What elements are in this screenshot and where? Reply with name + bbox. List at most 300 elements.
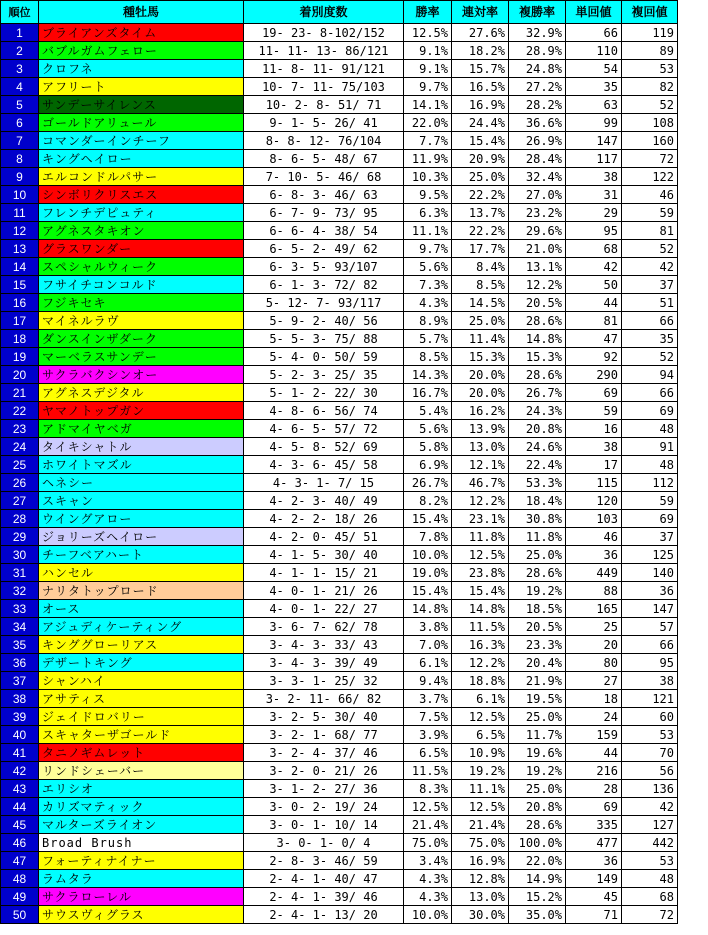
win-rate-cell: 6.1% — [404, 654, 452, 672]
place-return-cell: 42 — [622, 258, 678, 276]
place-rate-cell: 14.9% — [509, 870, 566, 888]
win-rate-cell: 8.5% — [404, 348, 452, 366]
place-return-cell: 59 — [622, 492, 678, 510]
place-rate-cell: 19.2% — [509, 762, 566, 780]
rank-cell: 17 — [1, 312, 39, 330]
win-return-cell: 44 — [566, 294, 622, 312]
place-return-cell: 136 — [622, 780, 678, 798]
record-cell: 3- 2- 5- 30/ 40 — [244, 708, 404, 726]
quinella-rate-cell: 11.1% — [452, 780, 509, 798]
table-row — [1, 564, 678, 582]
table-row — [1, 834, 678, 852]
place-return-cell: 56 — [622, 762, 678, 780]
win-return-cell: 25 — [566, 618, 622, 636]
win-return-cell: 69 — [566, 384, 622, 402]
quinella-rate-cell: 24.4% — [452, 114, 509, 132]
sire-name-cell: コマンダーインチーフ — [39, 132, 244, 150]
place-return-cell: 69 — [622, 510, 678, 528]
record-cell: 4- 1- 5- 30/ 40 — [244, 546, 404, 564]
win-rate-cell: 5.7% — [404, 330, 452, 348]
win-rate-cell: 15.4% — [404, 510, 452, 528]
table-row — [1, 222, 678, 240]
quinella-rate-cell: 16.3% — [452, 636, 509, 654]
record-cell: 5- 2- 3- 25/ 35 — [244, 366, 404, 384]
win-rate-cell: 5.6% — [404, 258, 452, 276]
win-rate-cell: 3.7% — [404, 690, 452, 708]
quinella-rate-cell: 20.0% — [452, 366, 509, 384]
sire-name-cell: エルコンドルパサー — [39, 168, 244, 186]
sire-name-cell: リンドシェーバー — [39, 762, 244, 780]
win-rate-cell: 3.4% — [404, 852, 452, 870]
table-row — [1, 204, 678, 222]
table-row — [1, 420, 678, 438]
sire-name-cell: マーベラスサンデー — [39, 348, 244, 366]
place-rate-cell: 20.8% — [509, 420, 566, 438]
win-return-cell: 31 — [566, 186, 622, 204]
win-rate-cell: 12.5% — [404, 24, 452, 42]
quinella-rate-cell: 13.9% — [452, 420, 509, 438]
record-cell: 8- 8- 12- 76/104 — [244, 132, 404, 150]
rank-cell: 43 — [1, 780, 39, 798]
quinella-rate-cell: 13.0% — [452, 438, 509, 456]
quinella-rate-cell: 22.2% — [452, 186, 509, 204]
win-return-cell: 63 — [566, 96, 622, 114]
table-row — [1, 510, 678, 528]
place-rate-cell: 14.8% — [509, 330, 566, 348]
place-rate-cell: 12.2% — [509, 276, 566, 294]
sire-name-cell: クロフネ — [39, 60, 244, 78]
win-rate-cell: 9.7% — [404, 78, 452, 96]
sire-name-cell: ジェイドロバリー — [39, 708, 244, 726]
table-row — [1, 78, 678, 96]
quinella-rate-cell: 8.4% — [452, 258, 509, 276]
rank-cell: 35 — [1, 636, 39, 654]
place-rate-cell: 22.4% — [509, 456, 566, 474]
record-cell: 9- 1- 5- 26/ 41 — [244, 114, 404, 132]
place-rate-cell: 25.0% — [509, 780, 566, 798]
win-return-cell: 16 — [566, 420, 622, 438]
record-cell: 4- 0- 1- 21/ 26 — [244, 582, 404, 600]
win-rate-cell: 75.0% — [404, 834, 452, 852]
win-return-cell: 115 — [566, 474, 622, 492]
win-return-cell: 35 — [566, 78, 622, 96]
rank-cell: 15 — [1, 276, 39, 294]
sire-name-cell: フォーティナイナー — [39, 852, 244, 870]
win-return-cell: 165 — [566, 600, 622, 618]
win-rate-cell: 26.7% — [404, 474, 452, 492]
place-return-cell: 36 — [622, 582, 678, 600]
rank-cell: 19 — [1, 348, 39, 366]
table-row — [1, 780, 678, 798]
place-rate-cell: 18.5% — [509, 600, 566, 618]
place-rate-cell: 28.6% — [509, 816, 566, 834]
win-rate-cell: 12.5% — [404, 798, 452, 816]
quinella-rate-cell: 27.6% — [452, 24, 509, 42]
win-rate-cell: 8.9% — [404, 312, 452, 330]
sire-name-cell: ヘネシー — [39, 474, 244, 492]
rank-cell: 31 — [1, 564, 39, 582]
place-return-cell: 66 — [622, 636, 678, 654]
rank-cell: 32 — [1, 582, 39, 600]
place-rate-cell: 27.0% — [509, 186, 566, 204]
quinella-rate-cell: 15.4% — [452, 132, 509, 150]
header-record: 着別度数 — [244, 1, 404, 24]
quinella-rate-cell: 16.5% — [452, 78, 509, 96]
table-row — [1, 672, 678, 690]
rank-cell: 48 — [1, 870, 39, 888]
header-place-rate: 複勝率 — [509, 1, 566, 24]
table-row — [1, 762, 678, 780]
win-rate-cell: 5.4% — [404, 402, 452, 420]
win-return-cell: 95 — [566, 222, 622, 240]
place-rate-cell: 28.6% — [509, 312, 566, 330]
place-return-cell: 160 — [622, 132, 678, 150]
rank-cell: 28 — [1, 510, 39, 528]
place-return-cell: 69 — [622, 402, 678, 420]
record-cell: 4- 0- 1- 22/ 27 — [244, 600, 404, 618]
place-rate-cell: 24.6% — [509, 438, 566, 456]
record-cell: 3- 3- 1- 25/ 32 — [244, 672, 404, 690]
rank-cell: 33 — [1, 600, 39, 618]
rank-cell: 29 — [1, 528, 39, 546]
place-rate-cell: 19.6% — [509, 744, 566, 762]
rank-cell: 13 — [1, 240, 39, 258]
win-rate-cell: 14.8% — [404, 600, 452, 618]
rank-cell: 20 — [1, 366, 39, 384]
record-cell: 11- 11- 13- 86/121 — [244, 42, 404, 60]
win-rate-cell: 9.1% — [404, 42, 452, 60]
place-rate-cell: 24.8% — [509, 60, 566, 78]
place-rate-cell: 29.6% — [509, 222, 566, 240]
rank-cell: 18 — [1, 330, 39, 348]
record-cell: 6- 5- 2- 49/ 62 — [244, 240, 404, 258]
table-row — [1, 150, 678, 168]
sire-name-cell: サクラバクシンオー — [39, 366, 244, 384]
rank-cell: 4 — [1, 78, 39, 96]
place-rate-cell: 28.6% — [509, 366, 566, 384]
record-cell: 5- 4- 0- 50/ 59 — [244, 348, 404, 366]
quinella-rate-cell: 23.8% — [452, 564, 509, 582]
record-cell: 3- 0- 2- 19/ 24 — [244, 798, 404, 816]
sire-name-cell: スキャン — [39, 492, 244, 510]
win-rate-cell: 8.2% — [404, 492, 452, 510]
header-row — [1, 1, 678, 24]
win-return-cell: 17 — [566, 456, 622, 474]
win-return-cell: 47 — [566, 330, 622, 348]
table-row — [1, 366, 678, 384]
win-rate-cell: 10.0% — [404, 906, 452, 924]
quinella-rate-cell: 12.5% — [452, 798, 509, 816]
win-return-cell: 120 — [566, 492, 622, 510]
quinella-rate-cell: 22.2% — [452, 222, 509, 240]
sire-name-cell: ウイングアロー — [39, 510, 244, 528]
win-return-cell: 18 — [566, 690, 622, 708]
place-return-cell: 442 — [622, 834, 678, 852]
place-return-cell: 35 — [622, 330, 678, 348]
quinella-rate-cell: 16.9% — [452, 96, 509, 114]
rank-cell: 10 — [1, 186, 39, 204]
rank-cell: 22 — [1, 402, 39, 420]
sire-name-cell: チーフベアハート — [39, 546, 244, 564]
table-row — [1, 240, 678, 258]
place-return-cell: 60 — [622, 708, 678, 726]
quinella-rate-cell: 14.5% — [452, 294, 509, 312]
win-return-cell: 44 — [566, 744, 622, 762]
place-return-cell: 140 — [622, 564, 678, 582]
table-row — [1, 546, 678, 564]
place-return-cell: 125 — [622, 546, 678, 564]
sire-name-cell: マイネルラヴ — [39, 312, 244, 330]
sire-name-cell: フジキセキ — [39, 294, 244, 312]
win-return-cell: 103 — [566, 510, 622, 528]
record-cell: 11- 8- 11- 91/121 — [244, 60, 404, 78]
rank-cell: 12 — [1, 222, 39, 240]
quinella-rate-cell: 19.2% — [452, 762, 509, 780]
win-rate-cell: 5.6% — [404, 420, 452, 438]
header-win-return: 単回値 — [566, 1, 622, 24]
sire-name-cell: アジュディケーティング — [39, 618, 244, 636]
quinella-rate-cell: 46.7% — [452, 474, 509, 492]
sire-name-cell: グラスワンダー — [39, 240, 244, 258]
quinella-rate-cell: 12.2% — [452, 654, 509, 672]
table-row — [1, 798, 678, 816]
rank-cell: 6 — [1, 114, 39, 132]
win-return-cell: 50 — [566, 276, 622, 294]
place-rate-cell: 20.5% — [509, 618, 566, 636]
sire-name-cell: アグネスタキオン — [39, 222, 244, 240]
record-cell: 6- 3- 5- 93/107 — [244, 258, 404, 276]
place-return-cell: 51 — [622, 294, 678, 312]
sire-name-cell: サウスヴィグラス — [39, 906, 244, 924]
place-return-cell: 147 — [622, 600, 678, 618]
place-return-cell: 72 — [622, 150, 678, 168]
table-body — [1, 24, 678, 924]
place-rate-cell: 11.8% — [509, 528, 566, 546]
place-rate-cell: 20.5% — [509, 294, 566, 312]
place-rate-cell: 35.0% — [509, 906, 566, 924]
place-rate-cell: 15.2% — [509, 888, 566, 906]
table-row — [1, 870, 678, 888]
header-win-rate: 勝率 — [404, 1, 452, 24]
place-rate-cell: 23.3% — [509, 636, 566, 654]
win-rate-cell: 4.3% — [404, 888, 452, 906]
quinella-rate-cell: 30.0% — [452, 906, 509, 924]
win-rate-cell: 9.5% — [404, 186, 452, 204]
win-return-cell: 449 — [566, 564, 622, 582]
table-row — [1, 852, 678, 870]
record-cell: 3- 2- 0- 21/ 26 — [244, 762, 404, 780]
win-return-cell: 24 — [566, 708, 622, 726]
win-return-cell: 335 — [566, 816, 622, 834]
record-cell: 4- 8- 6- 56/ 74 — [244, 402, 404, 420]
sire-name-cell: アフリート — [39, 78, 244, 96]
place-return-cell: 112 — [622, 474, 678, 492]
win-return-cell: 68 — [566, 240, 622, 258]
table-row — [1, 258, 678, 276]
table-row — [1, 690, 678, 708]
rank-cell: 5 — [1, 96, 39, 114]
record-cell: 4- 3- 6- 45/ 58 — [244, 456, 404, 474]
sire-name-cell: ハンセル — [39, 564, 244, 582]
win-rate-cell: 19.0% — [404, 564, 452, 582]
rank-cell: 46 — [1, 834, 39, 852]
record-cell: 5- 5- 3- 75/ 88 — [244, 330, 404, 348]
table-row — [1, 168, 678, 186]
place-rate-cell: 25.0% — [509, 546, 566, 564]
win-rate-cell: 3.8% — [404, 618, 452, 636]
rank-cell: 44 — [1, 798, 39, 816]
place-rate-cell: 20.8% — [509, 798, 566, 816]
place-rate-cell: 15.3% — [509, 348, 566, 366]
rank-cell: 40 — [1, 726, 39, 744]
win-return-cell: 27 — [566, 672, 622, 690]
quinella-rate-cell: 17.7% — [452, 240, 509, 258]
table-row — [1, 618, 678, 636]
rank-cell: 49 — [1, 888, 39, 906]
sire-name-cell: アグネスデジタル — [39, 384, 244, 402]
win-return-cell: 69 — [566, 798, 622, 816]
win-rate-cell: 9.1% — [404, 60, 452, 78]
win-return-cell: 110 — [566, 42, 622, 60]
table-row — [1, 726, 678, 744]
place-rate-cell: 36.6% — [509, 114, 566, 132]
header-sire: 種牡馬 — [39, 1, 244, 24]
record-cell: 2- 4- 1- 40/ 47 — [244, 870, 404, 888]
record-cell: 3- 4- 3- 39/ 49 — [244, 654, 404, 672]
place-return-cell: 53 — [622, 852, 678, 870]
record-cell: 5- 9- 2- 40/ 56 — [244, 312, 404, 330]
record-cell: 4- 2- 0- 45/ 51 — [244, 528, 404, 546]
table-row — [1, 132, 678, 150]
rank-cell: 16 — [1, 294, 39, 312]
place-return-cell: 66 — [622, 384, 678, 402]
place-return-cell: 91 — [622, 438, 678, 456]
rank-cell: 39 — [1, 708, 39, 726]
sire-name-cell: タニノギムレット — [39, 744, 244, 762]
sire-name-cell: エリシオ — [39, 780, 244, 798]
quinella-rate-cell: 12.5% — [452, 546, 509, 564]
place-return-cell: 37 — [622, 528, 678, 546]
sire-name-cell: シンボリクリスエス — [39, 186, 244, 204]
place-return-cell: 42 — [622, 798, 678, 816]
win-return-cell: 80 — [566, 654, 622, 672]
table-row — [1, 600, 678, 618]
place-rate-cell: 53.3% — [509, 474, 566, 492]
table-row — [1, 816, 678, 834]
record-cell: 3- 0- 1- 10/ 14 — [244, 816, 404, 834]
win-return-cell: 54 — [566, 60, 622, 78]
win-return-cell: 149 — [566, 870, 622, 888]
record-cell: 5- 12- 7- 93/117 — [244, 294, 404, 312]
table-row — [1, 636, 678, 654]
quinella-rate-cell: 6.1% — [452, 690, 509, 708]
win-return-cell: 20 — [566, 636, 622, 654]
quinella-rate-cell: 15.7% — [452, 60, 509, 78]
record-cell: 19- 23- 8-102/152 — [244, 24, 404, 42]
table-row — [1, 402, 678, 420]
win-return-cell: 36 — [566, 852, 622, 870]
rank-cell: 2 — [1, 42, 39, 60]
win-rate-cell: 16.7% — [404, 384, 452, 402]
table-row — [1, 276, 678, 294]
place-rate-cell: 28.4% — [509, 150, 566, 168]
rank-cell: 41 — [1, 744, 39, 762]
win-rate-cell: 11.9% — [404, 150, 452, 168]
record-cell: 6- 6- 4- 38/ 54 — [244, 222, 404, 240]
sire-name-cell: ホワイトマズル — [39, 456, 244, 474]
rank-cell: 26 — [1, 474, 39, 492]
record-cell: 3- 6- 7- 62/ 78 — [244, 618, 404, 636]
win-rate-cell: 14.3% — [404, 366, 452, 384]
table-row — [1, 582, 678, 600]
place-rate-cell: 28.2% — [509, 96, 566, 114]
place-rate-cell: 22.0% — [509, 852, 566, 870]
record-cell: 3- 2- 11- 66/ 82 — [244, 690, 404, 708]
quinella-rate-cell: 14.8% — [452, 600, 509, 618]
place-return-cell: 72 — [622, 906, 678, 924]
quinella-rate-cell: 15.3% — [452, 348, 509, 366]
place-return-cell: 70 — [622, 744, 678, 762]
rank-cell: 24 — [1, 438, 39, 456]
win-rate-cell: 6.9% — [404, 456, 452, 474]
place-rate-cell: 25.0% — [509, 708, 566, 726]
win-return-cell: 147 — [566, 132, 622, 150]
win-return-cell: 92 — [566, 348, 622, 366]
rank-cell: 42 — [1, 762, 39, 780]
win-return-cell: 36 — [566, 546, 622, 564]
win-rate-cell: 7.5% — [404, 708, 452, 726]
place-return-cell: 108 — [622, 114, 678, 132]
sire-name-cell: キンググローリアス — [39, 636, 244, 654]
table-row — [1, 24, 678, 42]
place-return-cell: 52 — [622, 96, 678, 114]
table-row — [1, 96, 678, 114]
win-rate-cell: 11.1% — [404, 222, 452, 240]
rank-cell: 45 — [1, 816, 39, 834]
sire-name-cell: シャンハイ — [39, 672, 244, 690]
quinella-rate-cell: 13.7% — [452, 204, 509, 222]
rank-cell: 37 — [1, 672, 39, 690]
place-return-cell: 66 — [622, 312, 678, 330]
quinella-rate-cell: 75.0% — [452, 834, 509, 852]
quinella-rate-cell: 12.1% — [452, 456, 509, 474]
rank-cell: 23 — [1, 420, 39, 438]
record-cell: 6- 1- 3- 72/ 82 — [244, 276, 404, 294]
quinella-rate-cell: 18.8% — [452, 672, 509, 690]
quinella-rate-cell: 8.5% — [452, 276, 509, 294]
place-rate-cell: 26.7% — [509, 384, 566, 402]
win-rate-cell: 7.7% — [404, 132, 452, 150]
table-row — [1, 186, 678, 204]
place-rate-cell: 21.0% — [509, 240, 566, 258]
record-cell: 4- 1- 1- 15/ 21 — [244, 564, 404, 582]
win-return-cell: 46 — [566, 528, 622, 546]
quinella-rate-cell: 18.2% — [452, 42, 509, 60]
record-cell: 2- 4- 1- 39/ 46 — [244, 888, 404, 906]
win-return-cell: 71 — [566, 906, 622, 924]
win-rate-cell: 7.0% — [404, 636, 452, 654]
quinella-rate-cell: 12.8% — [452, 870, 509, 888]
win-rate-cell: 11.5% — [404, 762, 452, 780]
rank-cell: 9 — [1, 168, 39, 186]
record-cell: 3- 2- 1- 68/ 77 — [244, 726, 404, 744]
table-row — [1, 708, 678, 726]
table-row — [1, 384, 678, 402]
table-row — [1, 330, 678, 348]
sire-name-cell: デザートキング — [39, 654, 244, 672]
quinella-rate-cell: 16.9% — [452, 852, 509, 870]
win-rate-cell: 6.3% — [404, 204, 452, 222]
